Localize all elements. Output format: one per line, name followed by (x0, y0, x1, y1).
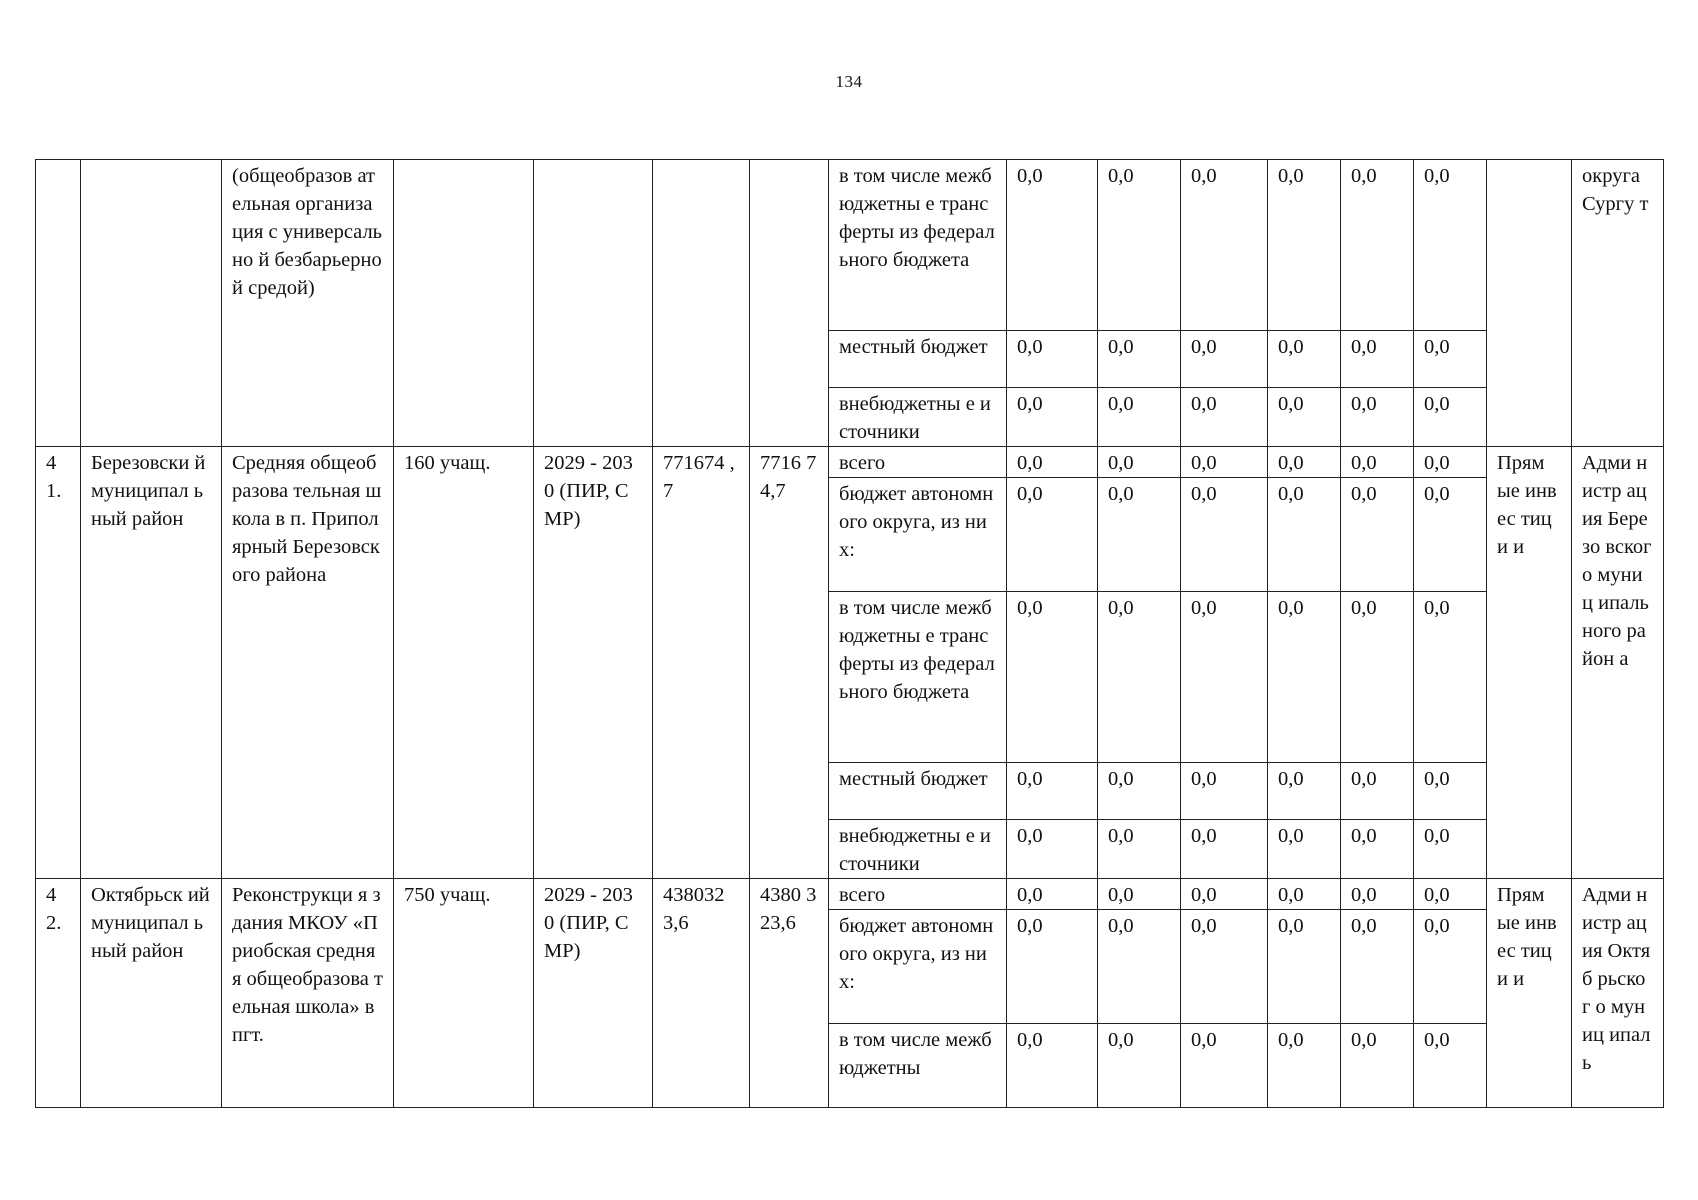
mechanism-cell (1487, 160, 1572, 447)
table-row (36, 879, 1664, 910)
value-cell: 0,0 (1181, 160, 1268, 331)
mechanism-cell: Прям ые инвес тици и (1487, 879, 1572, 1108)
value-cell: 0,0 (1098, 820, 1181, 879)
value-cell: 0,0 (1007, 592, 1098, 763)
table-row (36, 447, 1664, 478)
capacity-cell (394, 160, 534, 447)
value-cell: 0,0 (1268, 879, 1341, 910)
source-label: местный бюджет (829, 763, 1007, 820)
value-cell: 0,0 (1414, 763, 1487, 820)
value-cell: 0,0 (1181, 592, 1268, 763)
value-cell: 0,0 (1341, 160, 1414, 331)
value-cell: 0,0 (1341, 763, 1414, 820)
value-cell: 0,0 (1268, 160, 1341, 331)
source-label: в том числе межбюджетны (829, 1024, 1007, 1108)
source-label: в том числе межбюджетны е трансферты из федерального бюджета (829, 592, 1007, 763)
district-cell: Березовски й муниципал ьный район (81, 447, 222, 879)
value-cell: 0,0 (1341, 388, 1414, 447)
source-label: внебюджетны е источники (829, 388, 1007, 447)
value-cell: 0,0 (1414, 447, 1487, 478)
table-row (36, 160, 1664, 331)
value-cell: 0,0 (1341, 447, 1414, 478)
value-cell: 0,0 (1007, 388, 1098, 447)
value-cell: 0,0 (1268, 478, 1341, 592)
capacity-cell: 750 учащ. (394, 879, 534, 1108)
num-cell: 4 1. (36, 447, 81, 879)
value-cell: 0,0 (1181, 820, 1268, 879)
value-cell: 0,0 (1341, 592, 1414, 763)
mechanism-cell: Прям ые инвес тици и (1487, 447, 1572, 879)
remain-cell (750, 160, 829, 447)
executor-cell: округа Сургу т (1572, 160, 1664, 447)
district-cell: Октябрьск ий муниципал ьный район (81, 879, 222, 1108)
value-cell: 0,0 (1341, 331, 1414, 388)
value-cell: 0,0 (1181, 1024, 1268, 1108)
num-cell (36, 160, 81, 447)
remain-cell: 7716 74,7 (750, 447, 829, 879)
value-cell: 0,0 (1414, 160, 1487, 331)
remain-cell: 4380 323,6 (750, 879, 829, 1108)
district-cell (81, 160, 222, 447)
value-cell: 0,0 (1181, 331, 1268, 388)
period-cell: 2029 - 2030 (ПИР, СМР) (534, 447, 653, 879)
value-cell: 0,0 (1268, 592, 1341, 763)
value-cell: 0,0 (1414, 879, 1487, 910)
value-cell: 0,0 (1098, 592, 1181, 763)
value-cell: 0,0 (1098, 160, 1181, 331)
source-label: бюджет автономного округа, из них: (829, 478, 1007, 592)
value-cell: 0,0 (1341, 910, 1414, 1024)
source-label: в том числе межбюджетны е трансферты из федерального бюджета (829, 160, 1007, 331)
value-cell: 0,0 (1414, 331, 1487, 388)
value-cell: 0,0 (1181, 447, 1268, 478)
value-cell: 0,0 (1098, 331, 1181, 388)
capacity-cell: 160 учащ. (394, 447, 534, 879)
value-cell: 0,0 (1098, 388, 1181, 447)
value-cell: 0,0 (1268, 331, 1341, 388)
value-cell: 0,0 (1268, 388, 1341, 447)
executor-cell: Адми нистр ация Березо вского муниц ипаль ного район а (1572, 447, 1664, 879)
value-cell: 0,0 (1414, 910, 1487, 1024)
value-cell: 0,0 (1414, 1024, 1487, 1108)
value-cell: 0,0 (1181, 763, 1268, 820)
value-cell: 0,0 (1007, 820, 1098, 879)
value-cell: 0,0 (1181, 879, 1268, 910)
value-cell: 0,0 (1098, 447, 1181, 478)
value-cell: 0,0 (1414, 820, 1487, 879)
value-cell: 0,0 (1268, 910, 1341, 1024)
value-cell: 0,0 (1268, 1024, 1341, 1108)
value-cell: 0,0 (1181, 478, 1268, 592)
value-cell: 0,0 (1341, 879, 1414, 910)
value-cell: 0,0 (1341, 478, 1414, 592)
period-cell (534, 160, 653, 447)
value-cell: 0,0 (1098, 478, 1181, 592)
page-number: 134 (835, 72, 863, 91)
source-label: всего (829, 879, 1007, 910)
value-cell: 0,0 (1098, 879, 1181, 910)
investment-table (35, 159, 1664, 1108)
value-cell: 0,0 (1268, 447, 1341, 478)
value-cell: 0,0 (1098, 1024, 1181, 1108)
cost-cell: 438032 3,6 (653, 879, 750, 1108)
source-label: всего (829, 447, 1007, 478)
num-cell: 4 2. (36, 879, 81, 1108)
value-cell: 0,0 (1181, 910, 1268, 1024)
value-cell: 0,0 (1098, 910, 1181, 1024)
value-cell: 0,0 (1007, 160, 1098, 331)
value-cell: 0,0 (1414, 592, 1487, 763)
cost-cell: 771674 ,7 (653, 447, 750, 879)
object-cell: Средняя общеобразова тельная школа в п. Приполярный Березовского района (222, 447, 394, 879)
object-cell: (общеобразов ательная организация с универсально й безбарьерной средой) (222, 160, 394, 447)
source-label: местный бюджет (829, 331, 1007, 388)
value-cell: 0,0 (1414, 388, 1487, 447)
source-label: внебюджетны е источники (829, 820, 1007, 879)
value-cell: 0,0 (1007, 763, 1098, 820)
source-label: бюджет автономного округа, из них: (829, 910, 1007, 1024)
value-cell: 0,0 (1007, 478, 1098, 592)
value-cell: 0,0 (1268, 763, 1341, 820)
value-cell: 0,0 (1007, 1024, 1098, 1108)
value-cell: 0,0 (1007, 331, 1098, 388)
cost-cell (653, 160, 750, 447)
value-cell: 0,0 (1007, 447, 1098, 478)
object-cell: Реконструкци я здания МКОУ «Приобская средняя общеобразова тельная школа» в пгт. (222, 879, 394, 1108)
period-cell: 2029 - 2030 (ПИР, СМР) (534, 879, 653, 1108)
value-cell: 0,0 (1007, 879, 1098, 910)
executor-cell: Адми нистр ация Октяб рьског о муниц ипаль (1572, 879, 1664, 1108)
value-cell: 0,0 (1341, 1024, 1414, 1108)
value-cell: 0,0 (1181, 388, 1268, 447)
value-cell: 0,0 (1098, 763, 1181, 820)
value-cell: 0,0 (1414, 478, 1487, 592)
value-cell: 0,0 (1007, 910, 1098, 1024)
value-cell: 0,0 (1268, 820, 1341, 879)
value-cell: 0,0 (1341, 820, 1414, 879)
